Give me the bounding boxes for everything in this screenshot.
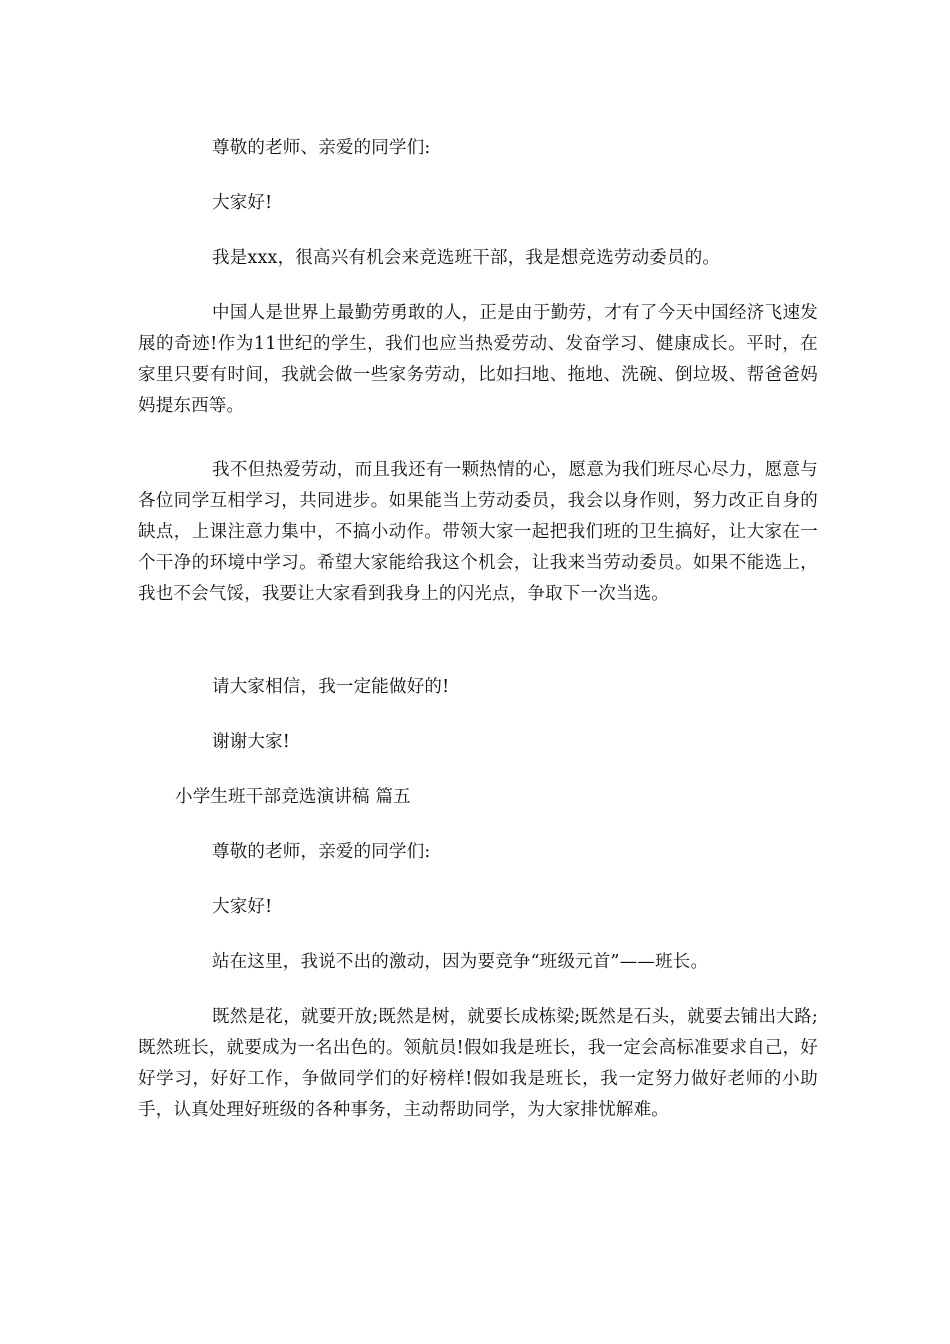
thanks-paragraph: 谢谢大家! bbox=[212, 732, 291, 752]
intro-paragraph: 站在这里，我说不出的激动，因为要竞争“班级元首”——班长。 bbox=[212, 952, 709, 972]
hello-paragraph: 大家好! bbox=[212, 897, 273, 917]
greeting-paragraph: 尊敬的老师，亲爱的同学们: bbox=[212, 842, 431, 862]
body-paragraph: 我不但热爱劳动，而且我还有一颗热情的心，愿意为我们班尽心尽力，愿意与各位同学互相学习，共同进步。如果能当上劳动委员，我会以身作则，努力改正自身的缺点，上课注意力集中，不搞小动作。带领大家一起把我们班的卫生搞好，让大家在一个干净的环境中学习。希望大家能给我这个机会，让我来当劳动委员。如果不能选上，我也不会气馁，我要让大家看到我身上的闪光点，争取下一次当选。 bbox=[138, 460, 818, 604]
greeting-paragraph: 尊敬的老师、亲爱的同学们: bbox=[212, 138, 431, 158]
section-title: 小学生班干部竞选演讲稿 篇五 bbox=[175, 787, 411, 807]
body-paragraph: 既然是花，就要开放;既然是树，就要长成栋梁;既然是石头，就要去铺出大路;既然班长，就要成为一名出色的。领航员!假如我是班长，我一定会高标准要求自己，好好学习，好好工作，争做同学们的好榜样!假如我是班长，我一定努力做好老师的小助手，认真处理好班级的各种事务，主动帮助同学，为大家排忧解难。 bbox=[138, 1007, 818, 1120]
hello-paragraph: 大家好! bbox=[212, 193, 273, 213]
closing-paragraph: 请大家相信，我一定能做好的! bbox=[212, 677, 450, 697]
intro-paragraph: 我是xxx，很高兴有机会来竞选班干部，我是想竞选劳动委员的。 bbox=[212, 248, 721, 268]
body-paragraph: 中国人是世界上最勤劳勇敢的人，正是由于勤劳，才有了今天中国经济飞速发展的奇迹!作为11世纪的学生，我们也应当热爱劳动、发奋学习、健康成长。平时，在家里只要有时间，我就会做一些家务劳动，比如扫地、拖地、洗碗、倒垃圾、帮爸爸妈妈提东西等。 bbox=[138, 303, 818, 416]
